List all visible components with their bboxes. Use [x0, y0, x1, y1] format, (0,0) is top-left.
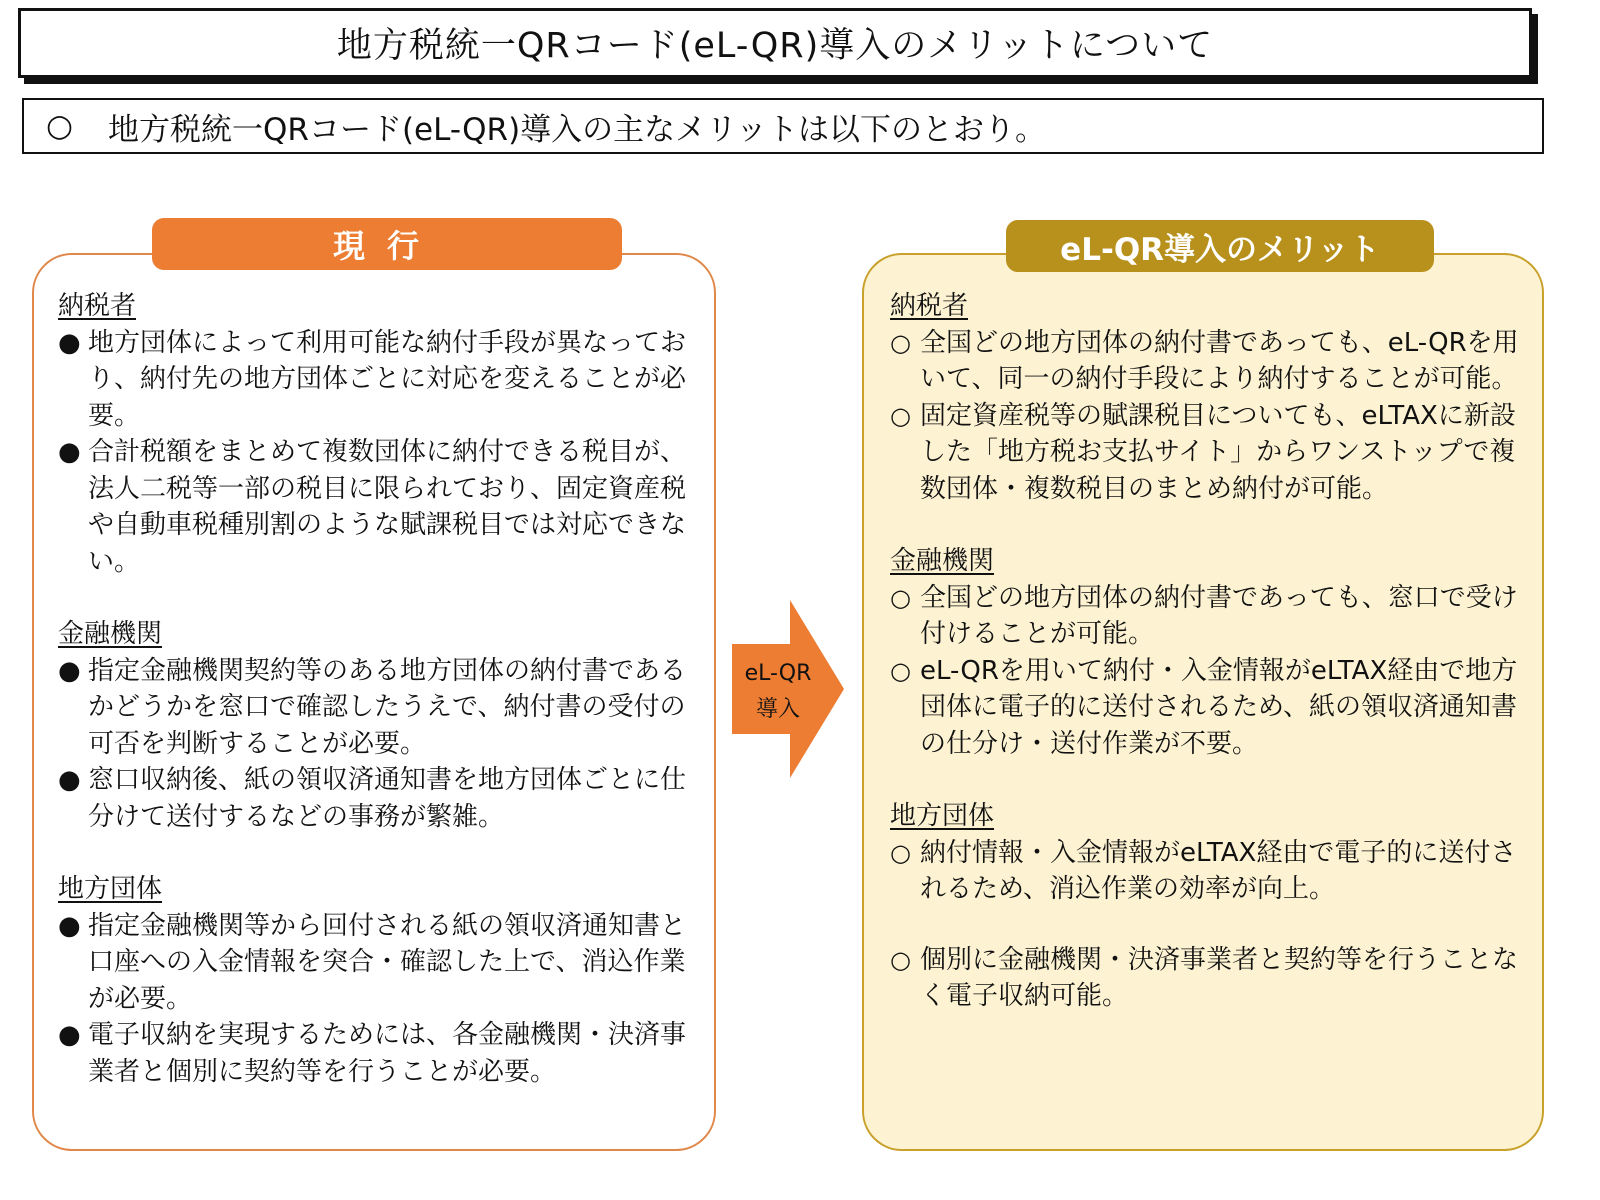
- circle-bullet-icon: ○: [890, 401, 911, 430]
- current-item-text: 指定金融機関契約等のある地方団体の納付書であるかどうかを窓口で確認したうえで、納付書の受付の可否を判断することが必要。: [88, 655, 687, 759]
- merit-heading-local-government: 地方団体: [890, 801, 995, 831]
- merit-tab: eL-QR導入のメリット: [1006, 220, 1434, 272]
- current-item: [58, 653, 698, 763]
- bullet-icon: ●: [58, 437, 81, 467]
- merit-item-text: eL-QRを用いて納付・入金情報がeLTAX経由で地方団体に電子的に送付されるため、紙の領収済通知書の仕分け・送付作業が不要。: [920, 655, 1518, 759]
- circle-bullet-icon: ○: [890, 583, 911, 612]
- merit-item: [890, 398, 1520, 508]
- current-content: [58, 288, 698, 1090]
- circle-bullet-icon: ○: [890, 328, 911, 357]
- circle-bullet-icon: ○: [890, 838, 911, 867]
- merit-item-text: 全国どの地方団体の納付書であっても、窓口で受け付けることが可能。: [920, 582, 1518, 649]
- current-heading-local-government: 地方団体: [58, 874, 163, 904]
- intro-circle-mark: ○: [46, 108, 74, 144]
- arrow-label-line1: eL-QR: [744, 661, 812, 686]
- merit-heading-financial-institution: 金融機関: [890, 546, 995, 576]
- current-item-text: 指定金融機関等から回付される紙の領収済通知書と口座への入金情報を突合・確認した上で、消込作業が必要。: [88, 910, 687, 1014]
- current-item-text: 電子収納を実現するためには、各金融機関・決済事業者と個別に契約等を行うことが必要。: [88, 1020, 687, 1087]
- merit-heading-taxpayer: 納税者: [890, 291, 969, 321]
- merit-item: [890, 942, 1520, 1015]
- current-item: [58, 434, 698, 580]
- merit-item: [890, 653, 1520, 763]
- arrow-label-line2: 導入: [755, 697, 800, 722]
- current-heading-financial-institution: 金融機関: [58, 619, 163, 649]
- circle-bullet-icon: ○: [890, 945, 911, 974]
- merit-item-text: 個別に金融機関・決済事業者と契約等を行うことなく電子収納可能。: [920, 944, 1519, 1011]
- current-item: [58, 1017, 698, 1090]
- circle-bullet-icon: ○: [890, 656, 911, 685]
- merit-item-text: 固定資産税等の賦課税目についても、eLTAXに新設した「地方税お支払サイト」からワンストップで複数団体・複数税目のまとめ納付が可能。: [920, 400, 1516, 504]
- bullet-icon: ●: [58, 1020, 81, 1050]
- bullet-icon: ●: [58, 765, 81, 795]
- current-item-text: 合計税額をまとめて複数団体に納付できる税目が、法人二税等一部の税目に限られており、固定資産税や自動車税種別割のような賦課税目では対応できない。: [88, 437, 687, 577]
- arrow-label: [732, 656, 824, 728]
- current-item: [58, 908, 698, 1018]
- intro-box: [22, 98, 1544, 154]
- merit-item: [890, 325, 1520, 398]
- current-tab: 現行: [152, 218, 622, 270]
- bullet-icon: ●: [58, 910, 81, 941]
- merit-item: [890, 835, 1520, 908]
- current-heading-taxpayer: 納税者: [58, 291, 137, 321]
- intro-text: 地方税統一QRコード(eL-QR)導入の主なメリットは以下のとおり。: [108, 111, 1046, 148]
- current-item-text: 地方団体によって利用可能な納付手段が異なっており、納付先の地方団体ごとに対応を変えることが必要。: [88, 327, 687, 431]
- current-item: [58, 762, 698, 835]
- bullet-icon: ●: [58, 655, 81, 686]
- current-item-text: 窓口収納後、紙の領収済通知書を地方団体ごとに仕分けて送付するなどの事務が繁雑。: [88, 765, 687, 832]
- merit-item-text: 全国どの地方団体の納付書であっても、eL-QRを用いて、同一の納付手段により納付することが可能。: [920, 327, 1519, 394]
- page-title: 地方税統一QRコード(eL-QR)導入のメリットについて: [18, 8, 1532, 78]
- bullet-icon: ●: [58, 327, 81, 358]
- current-item: [58, 325, 698, 435]
- merit-item: [890, 580, 1520, 653]
- merit-item-text: 納付情報・入金情報がeLTAX経由で電子的に送付されるため、消込作業の効率が向上。: [920, 837, 1517, 904]
- merit-content: [890, 288, 1520, 1015]
